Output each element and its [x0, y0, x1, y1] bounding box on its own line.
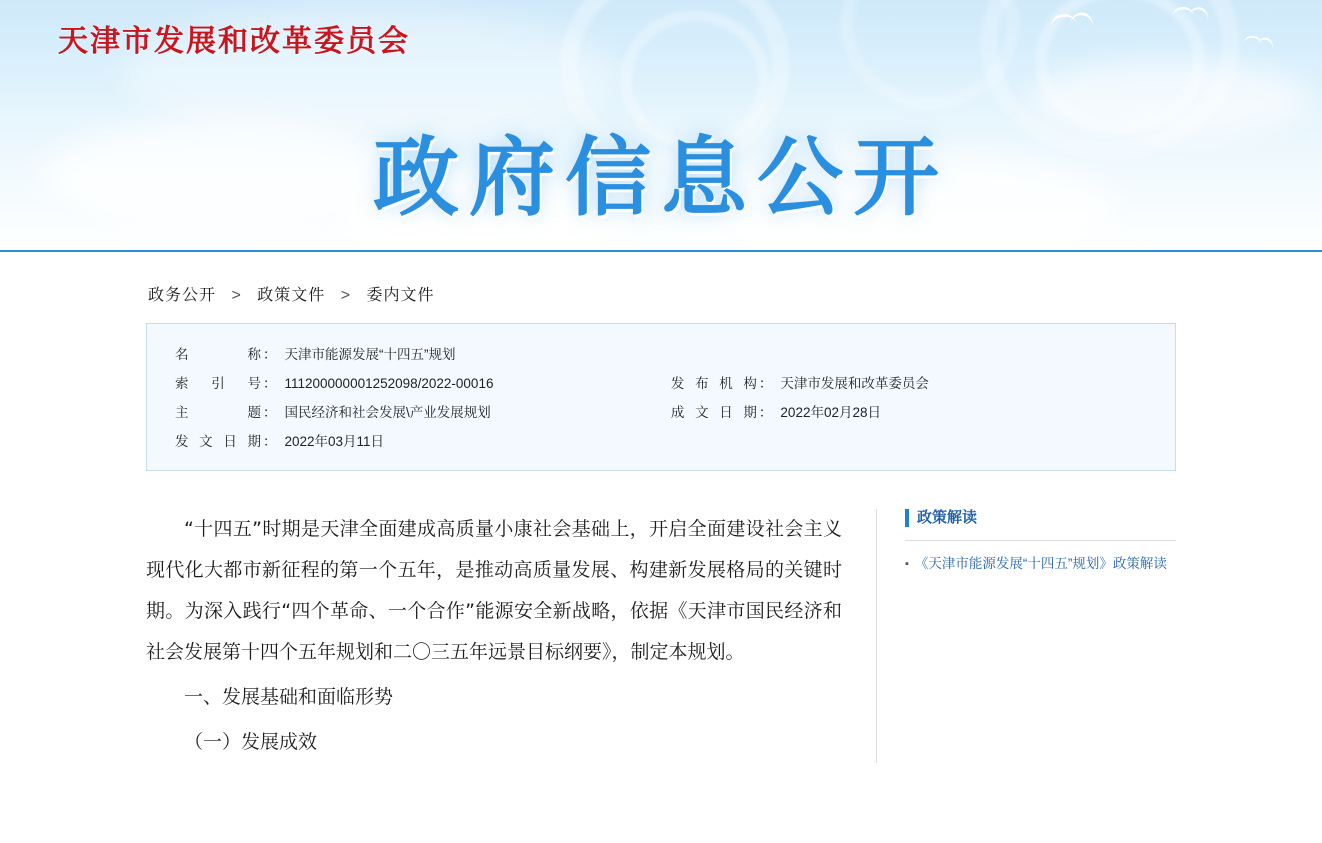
breadcrumb-item-2[interactable]: 委内文件 — [366, 287, 435, 304]
document-body — [146, 509, 1176, 763]
bullet-icon: ▪ — [905, 558, 909, 570]
meta-label: 主 题 — [175, 405, 261, 420]
meta-colon: ： — [263, 347, 277, 362]
breadcrumb-item-0[interactable]: 政务公开 — [148, 287, 217, 304]
meta-label: 名 称 — [175, 347, 261, 362]
meta-colon: ： — [263, 376, 277, 391]
meta-field-empty — [671, 427, 1147, 456]
article-text — [146, 509, 876, 763]
site-title: 天津市发展和改革委员会 — [58, 24, 410, 59]
meta-value: 天津市能源发展“十四五”规划 — [284, 347, 456, 362]
meta-colon: ： — [263, 405, 277, 420]
breadcrumb-separator: > — [340, 287, 352, 304]
document-meta-box — [146, 323, 1176, 471]
article-section-heading: 一、发展基础和面临形势 — [184, 686, 394, 708]
article-paragraph: “十四五”时期是天津全面建成高质量小康社会基础上，开启全面建设社会主义现代化大都市新征程的第一个五年，是推动高质量发展、构建新发展格局的关键时期。为深入践行“四个革命、一个合作”能源安全新战略，依据《天津市国民经济和社会发展第十四个五年规划和二〇三五年远景目标纲要》，制定本规划。 — [146, 518, 842, 663]
meta-value: 2022年02月28日 — [780, 405, 881, 420]
meta-value: 国民经济和社会发展\产业发展规划 — [284, 405, 491, 420]
meta-row — [175, 398, 1147, 427]
sidebar-divider — [905, 540, 1176, 541]
meta-row — [175, 340, 1147, 369]
meta-field-completion-date — [671, 398, 1147, 427]
meta-colon: ： — [758, 405, 773, 420]
banner-headline: 政府信息公开 — [373, 128, 949, 228]
meta-field-index-number — [175, 369, 671, 398]
meta-colon: ： — [758, 376, 773, 391]
bird-icon — [1244, 35, 1263, 45]
list-item[interactable] — [905, 553, 1176, 575]
breadcrumb-separator: > — [231, 287, 242, 304]
meta-colon: ： — [263, 434, 277, 449]
sidebar-title: 政策解读 — [905, 509, 1176, 527]
meta-label: 发 文 日 期 — [175, 434, 261, 449]
meta-value: 天津市发展和改革委员会 — [780, 376, 929, 391]
banner-bottom-rule — [0, 250, 1322, 252]
meta-field-issuing-agency — [671, 369, 1147, 398]
meta-field-subject — [175, 398, 671, 427]
meta-row — [175, 369, 1147, 398]
meta-value: 111200000001252098/2022-00016 — [284, 376, 494, 391]
page-banner — [0, 0, 1322, 252]
meta-field-issue-date — [175, 427, 671, 456]
meta-field-empty — [671, 340, 1147, 369]
breadcrumb-item-1[interactable]: 政策文件 — [257, 287, 326, 304]
breadcrumb — [146, 274, 1176, 319]
meta-label: 成 文 日 期 — [670, 405, 757, 420]
article-subsection-heading: （一）发展成效 — [184, 731, 318, 753]
sidebar-policy-interpretation — [876, 509, 1176, 763]
meta-field-name — [175, 340, 671, 369]
meta-label: 索 引 号 — [175, 376, 261, 391]
meta-label: 发 布 机 构 — [670, 376, 757, 391]
sidebar-link[interactable]: 《天津市能源发展“十四五”规划》政策解读 — [914, 556, 1167, 571]
meta-row — [175, 427, 1147, 456]
meta-value: 2022年03月11日 — [284, 434, 385, 449]
page-content — [0, 252, 1322, 763]
